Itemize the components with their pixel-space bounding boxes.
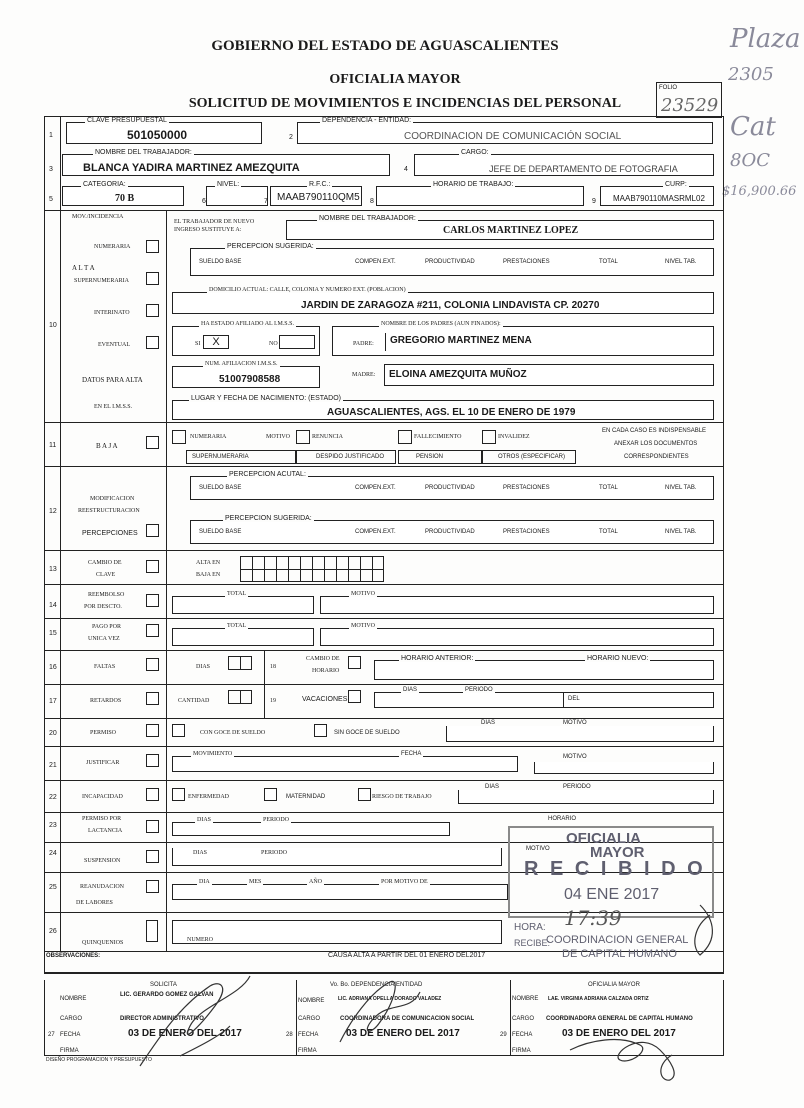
nota-line-2: ANEXAR LOS DOCUMENTOS — [614, 441, 698, 447]
cargo-label: CARGO — [298, 1016, 321, 1022]
nivel-tab-label: NIVEL TAB. — [665, 485, 697, 491]
reembolso-label-a: REEMBOLSO — [88, 592, 125, 598]
si-label: SI — [195, 341, 201, 347]
del-box — [563, 693, 713, 707]
suspension-checkbox[interactable] — [146, 850, 159, 863]
dias-label: DIAS — [196, 664, 211, 670]
domicilio-value: JARDIN DE ZARAGOZA #211, COLONIA LINDAVISTA CP. 20270 — [301, 300, 600, 311]
otros-label: OTROS (ESPECIFICAR) — [498, 454, 566, 460]
permiso-checkbox[interactable] — [146, 724, 159, 737]
horario-label: HORARIO DE TRABAJO: — [433, 181, 514, 188]
maternidad-label: MATERNIDAD — [286, 794, 326, 800]
horario-trabajo-field[interactable] — [376, 181, 584, 206]
invalidez-checkbox[interactable] — [482, 430, 496, 444]
row-number: 14 — [49, 602, 57, 609]
quinquenios-label: QUINQUENIOS — [82, 940, 124, 946]
solicita-cargo: DIRECTOR ADMINISTRATIVO — [120, 1016, 204, 1022]
row-number: 10 — [49, 322, 57, 329]
justificar-movimiento[interactable] — [172, 751, 518, 772]
alta-label: A L T A — [72, 264, 95, 272]
sin-goce-label: SIN GOCE DE SUELDO — [334, 730, 400, 736]
quinquenios-numero[interactable] — [172, 920, 502, 944]
padres-field[interactable] — [332, 321, 714, 356]
baja-en-label: BAJA EN — [196, 572, 221, 578]
percepcion-actual-label: PERCEPCION ACUTAL: — [229, 471, 306, 478]
justificar-motivo[interactable] — [534, 754, 714, 774]
vobo-label: Vo. Bo. DEPENDENCIA/ENTIDAD — [330, 982, 423, 988]
clave-label: CLAVE PRESUPUESTAL — [87, 117, 167, 124]
eventual-checkbox[interactable] — [146, 336, 159, 349]
sustituye-nombre-field[interactable] — [286, 215, 714, 240]
reanudacion-label-a: REANUDACION — [80, 884, 124, 890]
margin-note-plaza: Plaza — [730, 24, 801, 54]
observaciones-text: CAUSA ALTA A PARTIR DEL 01 ENERO DEL2017 — [328, 952, 486, 959]
sustituye-label: EL TRABAJADOR DE NUEVO INGRESO SUSTITUYE A: — [174, 219, 255, 233]
quinquenios-checkbox[interactable] — [146, 920, 158, 942]
maternidad-checkbox[interactable] — [264, 788, 277, 801]
compen-label: COMPEN.EXT. — [355, 529, 396, 535]
oficialia-label: OFICIALIA MAYOR — [588, 982, 640, 988]
cargo-label: CARGO: — [461, 149, 489, 156]
row-number: 19 — [270, 698, 276, 704]
folio-label: FOLIO — [659, 85, 678, 91]
cargo-field[interactable] — [414, 149, 714, 176]
reembolso-label-b: POR DESCTO. — [84, 604, 122, 610]
footer-text: DISEÑO PROGRAMACION Y PRESUPUESTO — [46, 1057, 152, 1063]
row-number: 15 — [49, 630, 57, 637]
con-goce-checkbox[interactable] — [172, 724, 185, 737]
margin-note-amount: $16,900.66 — [722, 184, 797, 199]
pago-label-a: PAGO POR — [92, 624, 121, 630]
riesgo-checkbox[interactable] — [358, 788, 371, 801]
mes-label: MES — [249, 879, 262, 885]
dependencia-label: DEPENDENCIA - ENTIDAD: — [322, 117, 412, 124]
row-number: 5 — [49, 196, 53, 203]
cargo-label: CARGO — [512, 1016, 535, 1022]
numeraria-label: NUMERARIA — [94, 244, 131, 250]
row-number: 13 — [49, 566, 57, 573]
number-column-line — [60, 116, 61, 951]
nota-line-3: CORRESPONDIENTES — [624, 454, 689, 460]
stamp-capital: DE CAPITAL HUMANO — [562, 948, 677, 960]
domicilio-field[interactable] — [172, 287, 714, 314]
clave-value: 501050000 — [127, 128, 188, 142]
fallecimiento-label: FALLECIMIENTO — [414, 434, 462, 440]
reembolso-total[interactable] — [172, 591, 314, 614]
sustituye-nombre-label: NOMBRE DEL TRABAJADOR: — [319, 215, 416, 222]
row-number: 27 — [48, 1032, 55, 1038]
movimiento-label: MOVIMIENTO — [193, 751, 233, 757]
oficialia-nombre: LAE. VIRGINIA ADRIANA CALZADA ORTIZ — [548, 996, 649, 1002]
motivo-label: MOTIVO — [563, 754, 587, 760]
stamp-recibe-label: RECIBE: — [514, 938, 551, 948]
vobo-cargo: COORDINADORA DE COMUNICACION SOCIAL — [340, 1016, 475, 1022]
cambio-clave-label-b: CLAVE — [96, 572, 116, 578]
pago-checkbox[interactable] — [146, 624, 159, 637]
pago-total[interactable] — [172, 623, 314, 646]
cambio-horario-checkbox[interactable] — [348, 656, 361, 669]
categoria-label: CATEGORIA: — [83, 181, 126, 188]
solicita-fecha: 03 DE ENERO DEL 2017 — [128, 1028, 242, 1039]
enfermedad-label: ENFERMEDAD — [188, 794, 230, 800]
renuncia-label: RENUNCIA — [312, 434, 343, 440]
supernumeraria-label: SUPERNUMERARIA — [74, 278, 130, 284]
nombre-trabajador-field[interactable] — [62, 149, 390, 176]
lactancia-label-b: LACTANCIA — [88, 828, 123, 834]
reanudacion-label-b: DE LABORES — [76, 900, 113, 906]
rfc-value: MAAB790110QM5 — [277, 192, 360, 203]
lactancia-dias-periodo[interactable] — [172, 817, 450, 836]
vacaciones-label: VACACIONES — [302, 696, 348, 703]
domicilio-label: DOMICILIO ACTUAL: CALLE, COLONIA Y NUMERO EXT. (POBLACION) — [209, 287, 406, 293]
stamp-hora: 17:39 — [564, 906, 622, 930]
permiso-dias-motivo[interactable] — [446, 720, 714, 742]
no-box[interactable] — [279, 335, 315, 349]
row-number: 1 — [49, 132, 53, 139]
dias-label: DIAS — [403, 687, 418, 693]
fecha-label: FECHA — [512, 1032, 533, 1038]
cambio-clave-label-a: CAMBIO DE — [88, 560, 122, 566]
num-afiliacion-field[interactable] — [172, 361, 320, 388]
fallecimiento-checkbox[interactable] — [398, 430, 412, 444]
nivel-tab-label: NIVEL TAB. — [665, 529, 697, 535]
row-number: 8 — [370, 198, 374, 205]
clave-presupuestal-field[interactable] — [66, 117, 262, 144]
faltas-label: FALTAS — [94, 664, 116, 670]
cambio-horario-label-b: HORARIO — [312, 668, 340, 674]
horario-anterior-nuevo[interactable] — [374, 655, 714, 680]
total-label: TOTAL — [227, 591, 247, 597]
solicita-label: SOLICITA — [150, 982, 177, 988]
interinato-checkbox[interactable] — [146, 304, 159, 317]
vobo-nombre: LIC. ADRIANA OPELLA DORADO VALADEZ — [338, 996, 442, 1002]
rfc-field[interactable] — [270, 181, 362, 206]
compen-label: COMPEN.EXT. — [355, 259, 396, 265]
vobo-fecha: 03 DE ENERO DEL 2017 — [346, 1028, 460, 1039]
fecha-label: FECHA — [401, 751, 422, 757]
supernumeraria-checkbox[interactable] — [146, 272, 159, 285]
percepciones-checkbox[interactable] — [146, 524, 159, 537]
del-label: DEL — [568, 696, 580, 702]
periodo-label: PERIODO — [563, 784, 591, 790]
percepcion-actual-row[interactable] — [190, 471, 714, 500]
despido-label: DESPIDO JUSTIFICADO — [316, 454, 385, 460]
row-number: 12 — [49, 508, 57, 515]
percepcion-sugerida-modif[interactable] — [190, 515, 714, 544]
padre-label: PADRE: — [353, 341, 374, 347]
interinato-label: INTERINATO — [94, 310, 130, 316]
padre-box — [385, 333, 645, 351]
invalidez-label: INVALIDEZ — [498, 434, 530, 440]
fecha-label: FECHA — [60, 1032, 81, 1038]
nombre-label: NOMBRE — [60, 996, 87, 1002]
dependencia-field[interactable] — [297, 117, 713, 144]
reanudacion-fecha-motivo[interactable] — [172, 879, 508, 900]
nombre-label: NOMBRE — [512, 996, 539, 1002]
periodo-label: PERIODO — [263, 817, 290, 823]
fecha-label: FECHA — [298, 1032, 319, 1038]
justificar-checkbox[interactable] — [146, 754, 159, 767]
percepciones-label: PERCEPCIONES — [82, 530, 138, 537]
reembolso-motivo[interactable] — [320, 591, 714, 614]
margin-note-number: 2305 — [728, 64, 774, 85]
lugar-label: LUGAR Y FECHA DE NACIMIENTO: (ESTADO) — [191, 395, 342, 402]
si-box[interactable]: X — [203, 335, 229, 349]
solicita-nombre: LIC. GERARDO GOMEZ GALVAN — [120, 992, 214, 998]
nombre-label: NOMBRE — [298, 998, 325, 1004]
madre-value: ELOINA AMEZQUITA MUÑOZ — [389, 369, 527, 380]
periodo-label: PERIODO — [465, 687, 493, 693]
lactancia-checkbox[interactable] — [146, 820, 159, 833]
page-title: SOLICITUD DE MOVIMIENTOS E INCIDENCIAS DEL PERSONAL — [188, 96, 622, 111]
cargo-value: JEFE DE DEPARTAMENTO DE FOTOGRAFIA — [489, 164, 678, 174]
curp-value: MAAB790110MASRML02 — [613, 194, 705, 203]
stamp-oficialia: OFICIALIA — [566, 830, 641, 847]
productividad-label: PRODUCTIVIDAD — [425, 485, 475, 491]
pension-label: PENSION — [416, 454, 444, 460]
row-number: 25 — [49, 884, 57, 891]
row-number: 3 — [49, 166, 53, 173]
retardos-cantidad-box[interactable] — [228, 690, 252, 704]
incapacidad-periodo[interactable] — [458, 784, 714, 804]
gov-title: GOBIERNO DEL ESTADO DE AGUASCALIENTES — [211, 38, 559, 54]
oficialia-cargo: COORDINADORA GENERAL DE CAPITAL HUMANO — [546, 1016, 693, 1022]
folio-box — [656, 82, 722, 118]
motivo-label: MOTIVO — [351, 623, 375, 629]
dias-label: DIAS — [193, 850, 208, 856]
categoria-value: 70 B — [115, 193, 135, 204]
row-number: 21 — [49, 762, 57, 769]
incapacidad-label: INCAPACIDAD — [82, 794, 123, 800]
nombre-label: NOMBRE DEL TRABAJADOR: — [95, 149, 192, 156]
row-number: 20 — [49, 730, 57, 737]
row-number: 29 — [500, 1032, 507, 1038]
afiliado-imss-field[interactable] — [172, 321, 320, 356]
motivo-label: MOTIVO — [563, 720, 587, 726]
stamp-coord: COORDINACION GENERAL — [546, 934, 689, 946]
por-motivo-label: POR MOTIVO DE — [381, 879, 428, 885]
nivel-label: NIVEL: — [217, 181, 240, 188]
suspension-label: SUSPENSION — [84, 858, 121, 864]
sueldo-label: SUELDO BASE — [199, 259, 242, 265]
dias-label: DIAS — [481, 720, 496, 726]
curp-label: CURP: — [665, 181, 687, 188]
padres-label: NOMBRE DE LOS PADRES (AUN FINADOS): — [381, 321, 501, 327]
baja-label: B A J A — [96, 442, 118, 450]
cargo-label: CARGO — [60, 1016, 83, 1022]
stamp-recibido: R E C I B I D O — [524, 858, 706, 880]
faltas-dias-box[interactable] — [228, 656, 252, 670]
lugar-nacimiento-field[interactable] — [172, 395, 714, 420]
afiliado-label: HA ESTADO AFILIADO AL I.M.S.S. — [201, 321, 294, 327]
horario-label: HORARIO — [548, 816, 577, 822]
productividad-label: PRODUCTIVIDAD — [425, 259, 475, 265]
row-number: 16 — [49, 664, 57, 671]
no-label: NO — [269, 341, 278, 347]
row-number: 6 — [202, 198, 206, 205]
vacaciones-periodo[interactable] — [374, 687, 714, 708]
margin-note-cat: Cat — [730, 112, 776, 142]
row-number: 2 — [289, 134, 293, 141]
alta-en-label: ALTA EN — [196, 560, 221, 566]
motivo-label: MOTIVO — [526, 846, 550, 852]
signature-mark-icon — [680, 900, 720, 960]
dias-label: DIAS — [485, 784, 500, 790]
firma-label: FIRMA — [60, 1048, 79, 1054]
row-number: 28 — [286, 1032, 293, 1038]
mov-incidencia-label: MOV./INCIDENCIA — [72, 214, 124, 220]
row-number: 23 — [49, 822, 57, 829]
numeraria-checkbox[interactable] — [146, 240, 159, 253]
faltas-checkbox[interactable] — [146, 658, 159, 671]
observaciones-label: OBSERVACIONES: — [46, 953, 101, 959]
suspension-dias-periodo[interactable] — [172, 848, 502, 866]
periodo-label: PERIODO — [261, 850, 288, 856]
total-label: TOTAL — [599, 529, 618, 535]
oficialia-fecha: 03 DE ENERO DEL 2017 — [562, 1028, 676, 1039]
renuncia-checkbox[interactable] — [296, 430, 310, 444]
nivel-tab-label: NIVEL TAB. — [665, 259, 697, 265]
motivo-label: MOTIVO — [351, 591, 375, 597]
row-number: 26 — [49, 928, 57, 935]
percepcion-sugerida-alta[interactable] — [190, 243, 714, 276]
sueldo-label: SUELDO BASE — [199, 529, 242, 535]
padre-value: GREGORIO MARTINEZ MENA — [390, 335, 532, 346]
signature-1-icon — [120, 966, 270, 1076]
lugar-value: AGUASCALIENTES, AGS. EL 10 DE ENERO DE 1979 — [327, 407, 576, 418]
office-title: OFICIALIA MAYOR — [329, 72, 461, 87]
cantidad-label: CANTIDAD — [178, 698, 210, 704]
reanudacion-checkbox[interactable] — [146, 880, 159, 893]
prestaciones-label: PRESTACIONES — [503, 259, 550, 265]
retardos-checkbox[interactable] — [146, 692, 159, 705]
reembolso-checkbox[interactable] — [146, 594, 159, 607]
modificacion-label: MODIFICACION — [90, 496, 135, 502]
baja-checkbox[interactable] — [146, 436, 159, 449]
pago-label-b: UNICA VEZ — [88, 636, 120, 642]
total-label: TOTAL — [599, 259, 618, 265]
baja-numeraria-label: NUMERARIA — [190, 434, 227, 440]
signature-3-icon — [560, 1020, 690, 1084]
signature-2-icon — [330, 972, 430, 1052]
vacaciones-checkbox[interactable] — [348, 690, 361, 703]
riesgo-label: RIESGO DE TRABAJO — [372, 794, 432, 800]
baja-supernumeraria-label: SUPERNUMERARIA — [192, 454, 249, 460]
row-number: 18 — [270, 664, 276, 670]
madre-field[interactable] — [384, 364, 714, 386]
nivel-field[interactable] — [206, 181, 268, 206]
reestructuracion-label: REESTRUCTURACION — [78, 508, 140, 514]
categoria-field[interactable] — [62, 181, 184, 206]
prestaciones-label: PRESTACIONES — [503, 485, 550, 491]
row-number: 24 — [49, 850, 57, 857]
sustituye-nombre-value: CARLOS MARTINEZ LOPEZ — [443, 225, 579, 236]
row-number: 4 — [404, 166, 408, 173]
firma-label: FIRMA — [512, 1048, 531, 1054]
rfc-label: R.F.C.: — [309, 181, 331, 188]
enfermedad-checkbox[interactable] — [172, 788, 185, 801]
justificar-label: JUSTIFICAR — [86, 760, 120, 766]
baja-numeraria-checkbox[interactable] — [172, 430, 186, 444]
row-number: 11 — [49, 442, 57, 449]
horario-nuevo-label: HORARIO NUEVO: — [587, 655, 649, 662]
percepcion-sugerida-label: PERCEPCION SUGERIDA: — [225, 515, 312, 522]
nota-line-1: EN CADA CASO ES INDISPENSABLE — [602, 428, 707, 434]
permiso-label: PERMISO — [90, 730, 117, 736]
productividad-label: PRODUCTIVIDAD — [425, 529, 475, 535]
cambio-horario-label-a: CAMBIO DE — [306, 656, 340, 662]
row-number: 9 — [592, 198, 596, 205]
datos-alta-label: DATOS PARA ALTA — [82, 376, 143, 384]
dias-label: DIAS — [197, 817, 212, 823]
curp-field[interactable] — [600, 181, 714, 206]
compen-label: COMPEN.EXT. — [355, 485, 396, 491]
prestaciones-label: PRESTACIONES — [503, 529, 550, 535]
retardos-label: RETARDOS — [90, 698, 122, 704]
folio-number: 23529 — [661, 95, 719, 116]
numero-label: NUMERO — [187, 937, 214, 943]
margin-note-code: 8OC — [730, 150, 770, 171]
dependencia-value: COORDINACION DE COMUNICACIÓN SOCIAL — [404, 131, 622, 142]
num-afiliacion-label: NUM. AFILIACION I.M.S.S. — [205, 361, 278, 367]
total-label: TOTAL — [599, 485, 618, 491]
sin-goce-checkbox[interactable] — [314, 724, 327, 737]
dia-label: DIA — [199, 879, 210, 885]
percepcion-label: PERCEPCION SUGERIDA: — [227, 243, 314, 250]
stamp-hora-label: HORA: — [514, 922, 546, 933]
sueldo-label: SUELDO BASE — [199, 485, 242, 491]
row-number: 22 — [49, 794, 57, 801]
nombre-value: BLANCA YADIRA MARTINEZ AMEZQUITA — [83, 162, 300, 174]
stamp-mayor: MAYOR — [590, 844, 645, 861]
horario-anterior-label: HORARIO ANTERIOR: — [401, 655, 474, 662]
madre-label: MADRE: — [352, 372, 376, 378]
incapacidad-checkbox[interactable] — [146, 788, 159, 801]
imss-label: EN EL I.M.S.S. — [94, 404, 133, 410]
stamp-date: 04 ENE 2017 — [564, 886, 660, 903]
row-number: 7 — [264, 198, 268, 205]
firma-label: FIRMA — [298, 1048, 317, 1054]
cambio-clave-checkbox[interactable] — [146, 560, 159, 573]
lactancia-label-a: PERMISO POR — [82, 816, 122, 822]
baja-motivo-label: MOTIVO — [266, 434, 290, 440]
total-label: TOTAL — [227, 623, 247, 629]
num-afiliacion-value: 51007908588 — [219, 374, 281, 385]
eventual-label: EVENTUAL — [98, 342, 130, 348]
ano-label: AÑO — [309, 879, 322, 885]
row-number: 17 — [49, 698, 57, 705]
con-goce-label: CON GOCE DE SUELDO — [200, 730, 266, 736]
pago-motivo[interactable] — [320, 623, 714, 646]
